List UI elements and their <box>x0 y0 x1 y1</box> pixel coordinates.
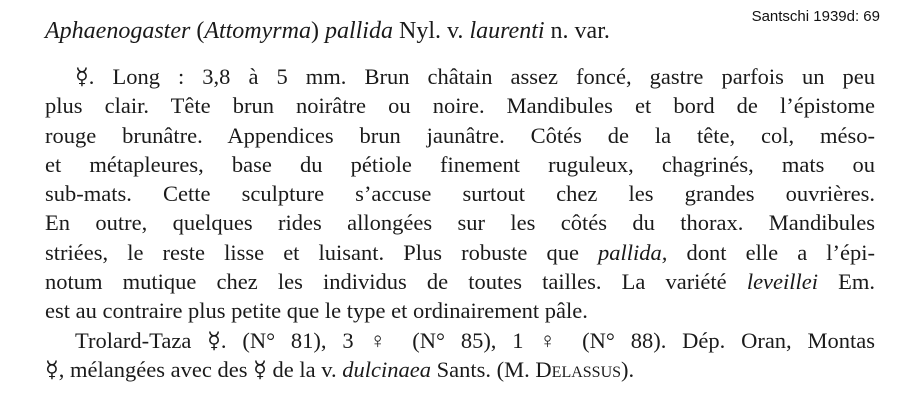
variety-reference: dulcinaea <box>342 356 432 382</box>
description-text <box>45 62 875 384</box>
citation-label: Santschi 1939d: 69 <box>751 8 880 25</box>
subgenus-open-paren: ( <box>196 18 205 44</box>
text-line: En outre, quelques rides allongées sur les côtés du thorax. Mandibules <box>45 210 875 236</box>
text-line <box>45 267 875 296</box>
species-name: pallida <box>324 18 393 44</box>
taxon-status: n. var. <box>550 18 610 44</box>
text-line: sub-mats. Cette sculpture s’accuse surtout chez les grandes ouvrières. <box>45 181 875 207</box>
text-line: rouge brunâtre. Appendices brun jaunâtre. Côtés de la tête, col, méso- <box>45 122 875 148</box>
text-line <box>45 355 875 384</box>
genus-name: Aphaenogaster <box>45 18 191 44</box>
collector-name: Delassus <box>535 356 622 382</box>
text-segment: dont elle a l’épi- <box>686 239 876 265</box>
text-line: et métapleures, base du pétiole finement ruguleux, chagrinés, mats ou <box>45 151 875 177</box>
text-segment: Sants. (M. <box>436 356 530 382</box>
text-line: plus clair. Tête brun noirâtre ou noire. Mandibules et bord de l’épistome <box>45 93 875 119</box>
text-segment: ). <box>621 356 635 382</box>
text-line: Trolard-Taza ☿. (N° 81), 3 ♀ (N° 85), 1 ♀ (N° 88). Dép. Oran, Montas <box>75 327 875 353</box>
text-segment: notum mutique chez les individus de toutes tailles. La variété <box>45 269 727 295</box>
variety-reference: leveillei <box>746 269 819 295</box>
text-line: ☿. Long : 3,8 à 5 mm. Brun châtain assez foncé, gastre parfois un peu <box>75 64 875 89</box>
subgenus-close-paren: ) <box>310 18 319 44</box>
subgenus-name: Attomyrma <box>204 18 311 44</box>
species-author: Nyl. v. <box>398 18 464 44</box>
text-segment: ☿, mélangées avec des ☿ de la v. <box>45 356 337 382</box>
taxon-heading <box>45 18 745 45</box>
text-segment: Em. <box>838 269 876 295</box>
text-line <box>45 238 875 267</box>
species-reference: pallida, <box>598 239 668 265</box>
variety-name: laurenti <box>469 18 545 44</box>
text-line: est au contraire plus petite que le type et ordinairement pâle. <box>45 298 588 324</box>
text-segment: striées, le reste lisse et luisant. Plus robuste que <box>45 239 579 265</box>
